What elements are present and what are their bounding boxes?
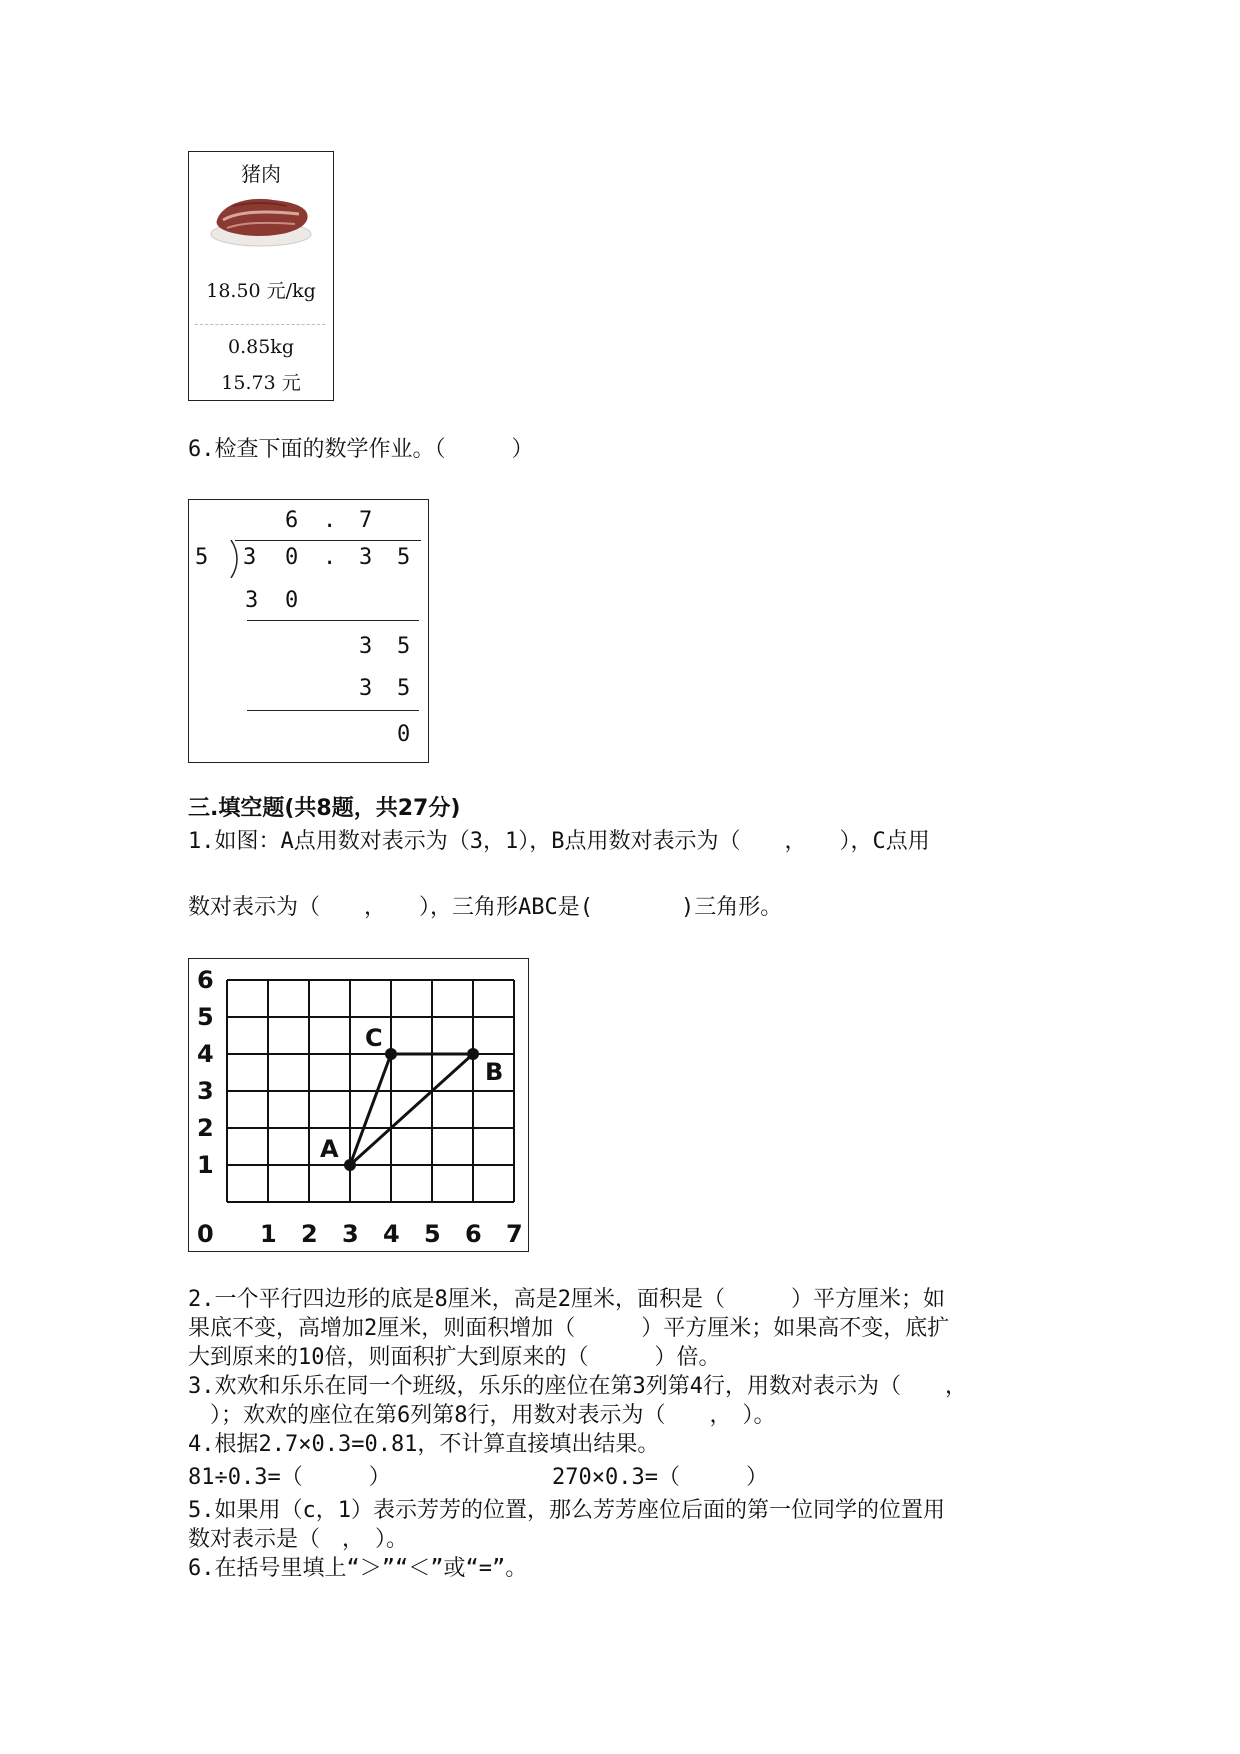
pork-image (203, 190, 319, 250)
point-label-A: A (320, 1135, 339, 1163)
step1-line (247, 620, 419, 621)
division-bar (235, 540, 421, 541)
q6-check-homework: 6.检查下面的数学作业。（ ） (188, 437, 534, 462)
unit-price: 18.50 元/kg (206, 280, 316, 302)
point-B (467, 1048, 479, 1060)
q5-line2: 数对表示是（ ， ）。 (188, 1527, 409, 1552)
x-tick-label: 4 (383, 1220, 400, 1248)
x-tick-label: 0 (197, 1220, 214, 1248)
triangle-side-AB (350, 1054, 473, 1165)
step1-digit: 3 (245, 588, 259, 613)
x-tick-label: 3 (342, 1220, 359, 1248)
point-C (385, 1048, 397, 1060)
coordinate-grid (189, 959, 528, 1251)
y-tick-label: 1 (197, 1151, 214, 1179)
y-tick-label: 5 (197, 1003, 214, 1031)
q2-line1: 2.一个平行四边形的底是8厘米，高是2厘米，面积是（ ）平方厘米；如 (188, 1287, 945, 1312)
remainder: 0 (397, 722, 411, 747)
q6-line1: 6.在括号里填上“＞”“＜”或“=”。 (188, 1556, 528, 1581)
x-tick-label: 1 (260, 1220, 277, 1248)
quotient-digit: . (323, 508, 337, 533)
long-division-box (188, 499, 429, 763)
q1-line2: 数对表示为（ ， ），三角形ABC是( )三角形。 (188, 895, 783, 920)
step3-digit: 5 (397, 676, 411, 701)
y-tick-label: 3 (197, 1077, 214, 1105)
q4-a: 81÷0.3=（ ） (188, 1465, 391, 1490)
divisor: 5 (195, 545, 209, 570)
x-tick-label: 5 (424, 1220, 441, 1248)
q2-line2: 果底不变，高增加2厘米，则面积增加（ ）平方厘米；如果高不变，底扩 (188, 1316, 950, 1341)
q2-line3: 大到原来的10倍，则面积扩大到原来的（ ）倍。 (188, 1345, 721, 1370)
y-tick-label: 2 (197, 1114, 214, 1142)
y-tick-label: 4 (197, 1040, 214, 1068)
x-tick-label: 6 (465, 1220, 482, 1248)
y-tick-label: 6 (197, 966, 214, 994)
quotient-digit: 6 (285, 508, 299, 533)
x-tick-label: 7 (506, 1220, 523, 1248)
x-tick-label: 2 (301, 1220, 318, 1248)
q1-line1: 1.如图：A点用数对表示为（3，1），B点用数对表示为（ ， ），C点用 (188, 829, 930, 854)
point-A (344, 1159, 356, 1171)
dividend-digit: 3 (359, 545, 373, 570)
step2-digit: 5 (397, 634, 411, 659)
coordinate-grid-figure (188, 958, 529, 1252)
step2-digit: 3 (359, 634, 373, 659)
step3-digit: 3 (359, 676, 373, 701)
q3-line1: 3.欢欢和乐乐在同一个班级，乐乐的座位在第3列第4行，用数对表示为（ ， (188, 1374, 967, 1399)
product-name: 猪肉 (241, 162, 281, 186)
dividend-digit: 3 (243, 545, 257, 570)
weight: 0.85kg (228, 336, 294, 358)
q4-b: 270×0.3=（ ） (552, 1465, 768, 1490)
q4-line1: 4.根据2.7×0.3=0.81，不计算直接填出结果。 (188, 1432, 660, 1457)
point-label-C: C (365, 1024, 383, 1052)
step1-digit: 0 (285, 588, 299, 613)
dividend-digit: 0 (285, 545, 299, 570)
dashed-divider (195, 324, 325, 325)
point-label-B: B (485, 1058, 504, 1086)
section-heading: 三.填空题(共8题，共27分) (188, 796, 461, 821)
division-bracket (229, 540, 241, 578)
dividend-digit: . (323, 545, 337, 570)
dividend-digit: 5 (397, 545, 411, 570)
step3-line (247, 710, 419, 711)
quotient-digit: 7 (359, 508, 373, 533)
price-card (188, 151, 334, 401)
q5-line1: 5.如果用（c，1）表示芳芳的位置，那么芳芳座位后面的第一位同学的位置用 (188, 1498, 945, 1523)
q3-line2: ）；欢欢的座位在第6列第8行，用数对表示为（ ， ）。 (188, 1403, 776, 1428)
total-price: 15.73 元 (221, 372, 301, 394)
